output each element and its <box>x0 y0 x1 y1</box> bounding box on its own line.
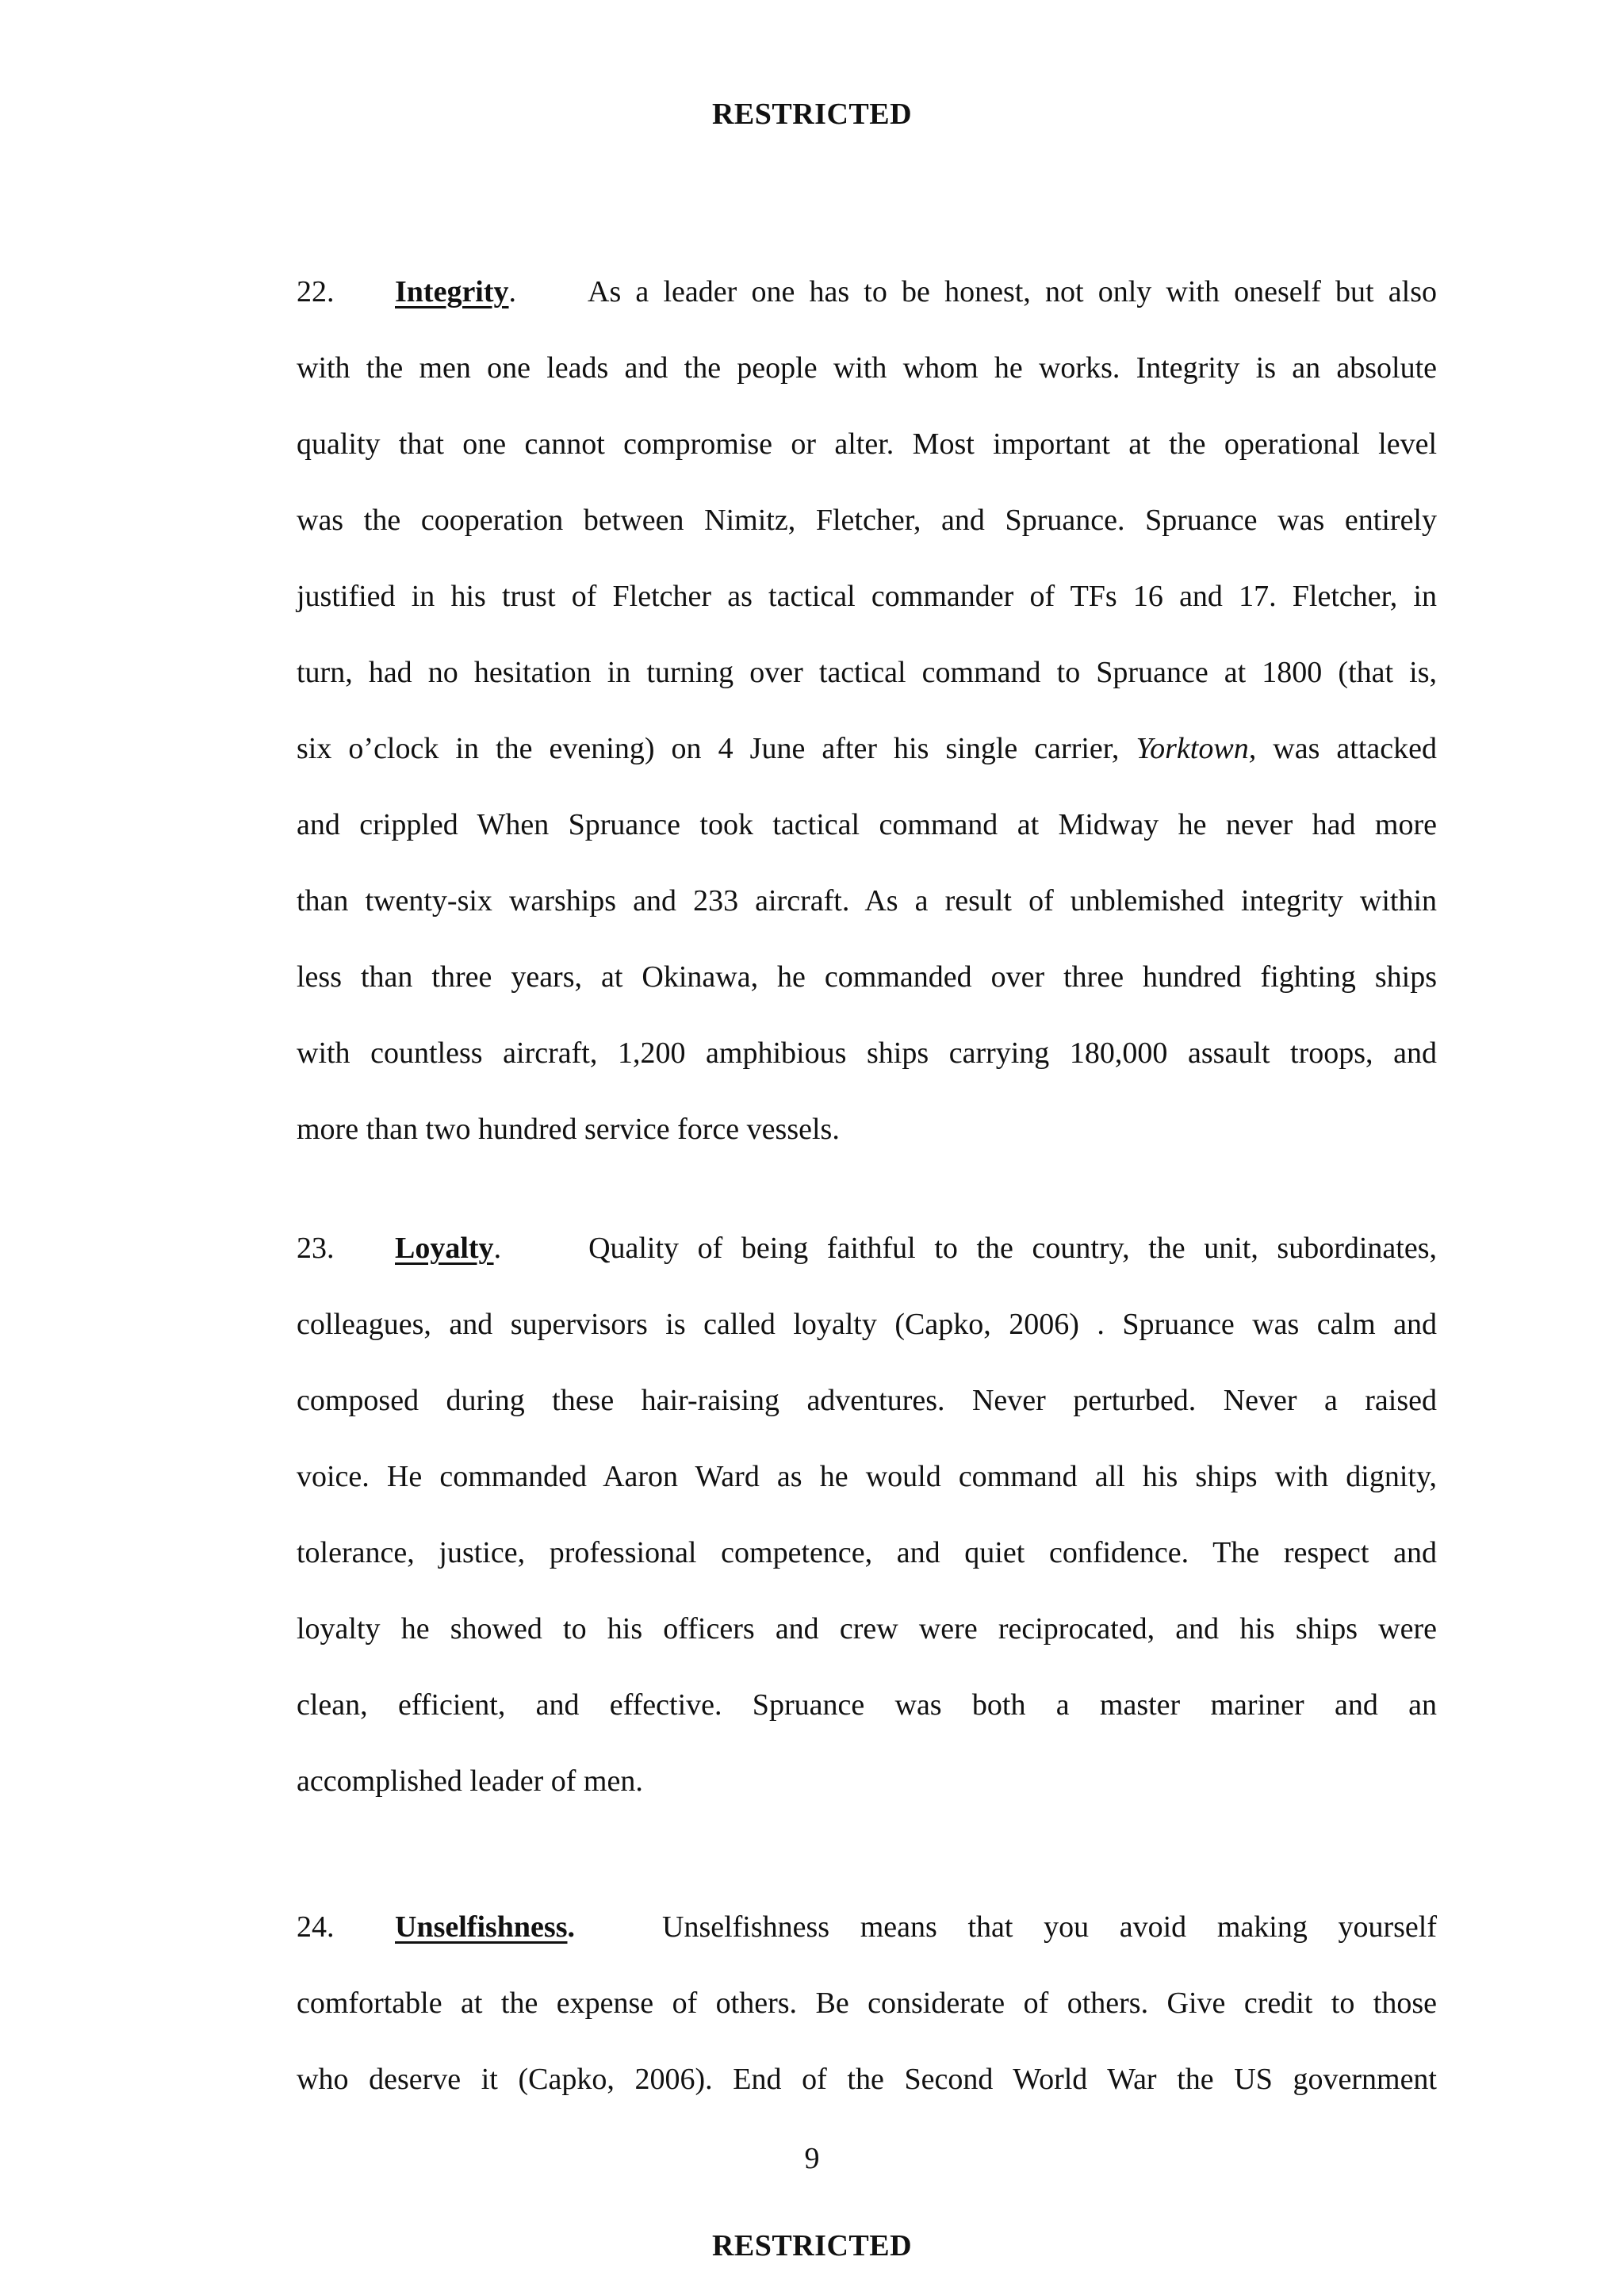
paragraph-line: loyalty he showed to his officers and crew were reciprocated, and his ships were <box>297 1612 1437 1646</box>
paragraph-23 <box>297 1210 1437 1819</box>
paragraph-line: than twenty-six warships and 233 aircraft. As a result of unblemished integrity within <box>297 884 1437 918</box>
paragraph-heading: Unselfishness <box>395 1910 568 1944</box>
heading-punctuation: . <box>567 1910 575 1944</box>
paragraph-line: colleagues, and supervisors is called loyalty (Capko, 2006) . Spruance was calm and <box>297 1308 1437 1341</box>
paragraph-line: tolerance, justice, professional competence, and quiet confidence. The respect and <box>297 1536 1437 1569</box>
paragraph-line: composed during these hair-raising adventures. Never perturbed. Never a raised <box>297 1384 1437 1417</box>
paragraph-22 <box>297 254 1437 1167</box>
paragraph-line: with countless aircraft, 1,200 amphibious ships carrying 180,000 assault troops, and <box>297 1036 1437 1070</box>
paragraph-number: 24. <box>297 1910 335 1944</box>
security-marking-footer: RESTRICTED <box>711 2229 913 2262</box>
security-marking-header: RESTRICTED <box>711 98 913 131</box>
paragraph-24 <box>297 1889 1437 2117</box>
paragraph-heading: Integrity <box>395 275 509 308</box>
ship-name-italic: Yorktown, <box>1136 732 1257 765</box>
paragraph-line: with the men one leads and the people with whom he works. Integrity is an absolute <box>297 351 1437 385</box>
paragraph-line: accomplished leader of men. <box>297 1764 643 1798</box>
paragraph-line-text: was attacked <box>1273 732 1438 765</box>
heading-punctuation: . <box>493 1232 502 1265</box>
heading-punctuation: . <box>508 275 517 308</box>
paragraph-line: and crippled When Spruance took tactical command at Midway he never had more <box>297 808 1437 841</box>
paragraph-line: comfortable at the expense of others. Be considerate of others. Give credit to those <box>297 1987 1437 2020</box>
paragraph-number: 23. <box>297 1232 335 1265</box>
paragraph-line-text: six o’clock in the evening) on 4 June after his single carrier, <box>297 732 1120 765</box>
paragraph-line-text: As a leader one has to be honest, not only with oneself but also <box>588 275 1437 308</box>
paragraph-line <box>297 1210 1437 1286</box>
paragraph-line: quality that one cannot compromise or alter. Most important at the operational level <box>297 427 1437 461</box>
paragraph-line: justified in his trust of Fletcher as tactical commander of TFs 16 and 17. Fletcher, in <box>297 580 1437 613</box>
paragraph-number: 22. <box>297 275 335 308</box>
paragraph-line <box>297 254 1437 330</box>
paragraph-line: who deserve it (Capko, 2006). End of the Second World War the US government <box>297 2063 1437 2096</box>
paragraph-line: turn, had no hesitation in turning over tactical command to Spruance at 1800 (that is, <box>297 656 1437 689</box>
paragraph-line <box>297 1889 1437 1965</box>
paragraph-line: voice. He commanded Aaron Ward as he would command all his ships with dignity, <box>297 1460 1437 1493</box>
paragraph-heading: Loyalty <box>395 1232 494 1265</box>
paragraph-line-text: Quality of being faithful to the country, the unit, subordinates, <box>588 1232 1437 1265</box>
paragraph-line: less than three years, at Okinawa, he commanded over three hundred fighting ships <box>297 960 1437 994</box>
paragraph-line <box>297 711 1437 787</box>
paragraph-line: clean, efficient, and effective. Spruance was both a master mariner and an <box>297 1688 1437 1722</box>
paragraph-line: more than two hundred service force vessels. <box>297 1113 840 1146</box>
paragraph-line: was the cooperation between Nimitz, Fletcher, and Spruance. Spruance was entirely <box>297 504 1437 537</box>
paragraph-line-text: Unselfishness means that you avoid making yourself <box>662 1910 1437 1944</box>
page-number: 9 <box>804 2142 820 2175</box>
